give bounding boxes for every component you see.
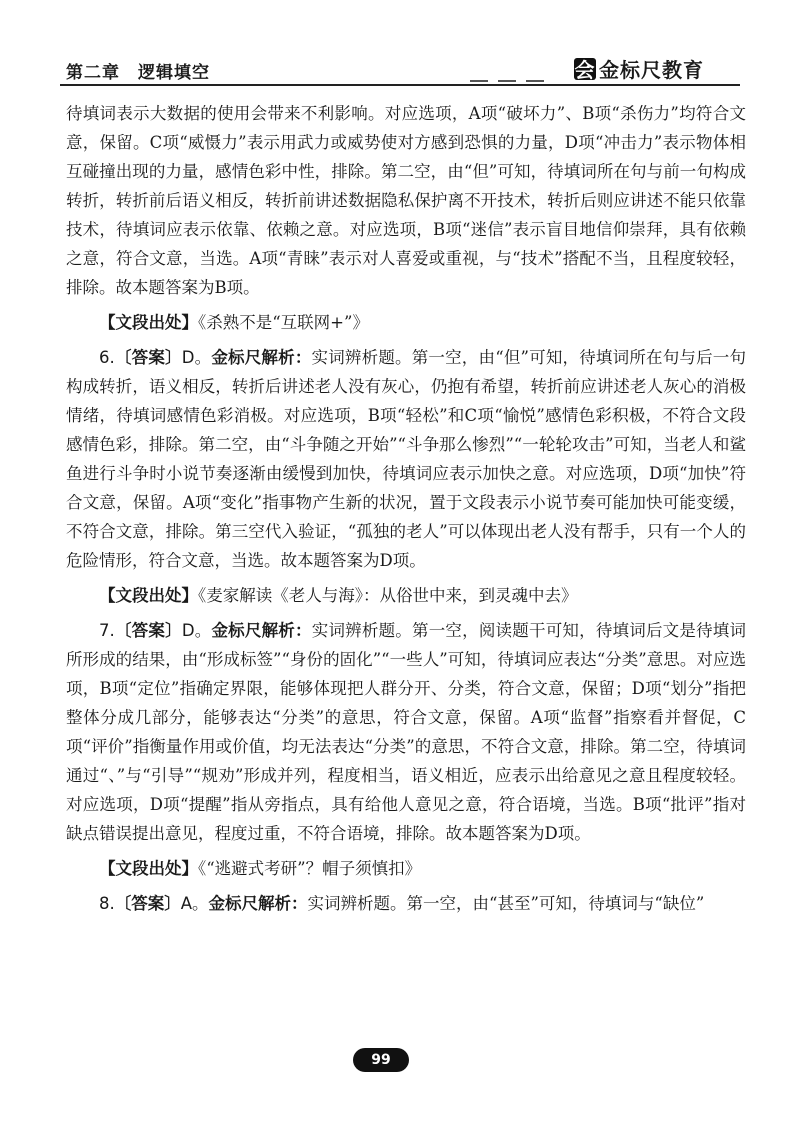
source-title: 《“逃避式考研”？帽子须慎扣》 (198, 859, 422, 878)
header-divider-ticks (470, 80, 544, 82)
analysis-label: 金标尺解析： (211, 621, 312, 640)
page-content (66, 99, 746, 924)
source-line-1 (66, 308, 746, 337)
answer-label: 〔答案〕 (114, 621, 182, 640)
source-label: 【文段出处】 (99, 313, 198, 332)
brand-logo (574, 54, 704, 83)
question-number: 6. (99, 348, 115, 367)
answer-value: D。 (181, 621, 212, 640)
analysis-text: 实词辨析题。第一空，阅读题干可知，待填词后文是待填词所形成的结果，由“形成标签”“身份的固化”“一些人”可知，待填词应表达“分类”意思。对应选项，B项“定位”指确定界限，能够体现把人群分开、分类，符合文意，保留；D项“划分”指把整体分成几部分，能够表达“分类”的意思，符合文意，保留。A项“监督”指察看并督促，C项“评价”指衡量作用或价值，均无法表达“分类”的意思，不符合文意，排除。第二空，待填词通过“、”与“引导”“规劝”形成并列，程度相当，语义相近，应表示出给意见之意且程度较轻。对应选项，D项“提醒”指从旁指点，具有给他人意见之意，符合语境，当选。B项“批评”指对缺点错误提出意见，程度过重，不符合语境，排除。故本题答案为D项。 (66, 621, 747, 843)
answer-label: 〔答案〕 (114, 894, 181, 913)
source-line-2 (66, 581, 746, 610)
analysis-label: 金标尺解析： (208, 894, 308, 913)
answer-value: D。 (181, 348, 212, 367)
analysis-label: 金标尺解析： (211, 348, 312, 367)
header-divider (60, 84, 740, 86)
paragraph-continued: 待填词表示大数据的使用会带来不利影响。对应选项，A项“破坏力”、B项“杀伤力”均符合文意，保留。C项“威慑力”表示用武力或威势使对方感到恐惧的力量，D项“冲击力”表示物体相互碰撞出现的力量，感情色彩中性，排除。第二空，由“但”可知，待填词所在句与前一句构成转折，转折前后语义相反，转折前讲述数据隐私保护离不开技术，转折后则应讲述不能只依靠技术，待填词应表示依靠、依赖之意。对应选项，B项“迷信”表示盲目地信仰崇拜，具有依赖之意，符合文意，当选。A项“青睐”表示对人喜爱或重视，与“技术”搭配不当，且程度较轻，排除。故本题答案为B项。 (66, 104, 746, 297)
question-number: 7. (99, 621, 115, 640)
analysis-text: 实词辨析题。第一空，由“但”可知，待填词所在句与后一句构成转折，语义相反，转折后讲述老人没有灰心，仍抱有希望，转折前应讲述老人灰心的消极情绪，待填词感情色彩消极。对应选项，B项“轻松”和C项“愉悦”感情色彩积极，不符合文段感情色彩，排除。第二空，由“斗争随之开始”“斗争那么惨烈”“一轮轮攻击”可知，当老人和鲨鱼进行斗争时小说节奏逐渐由缓慢到加快，待填词应表示加快之意。对应选项，D项“加快”符合文意，保留。A项“变化”指事物产生新的状况，置于文段表示小说节奏可能加快可能变缓，不符合文意，排除。第三空代入验证，“孤独的老人”可以体现出老人没有帮手，只有一个人的危险情形，符合文意，当选。故本题答案为D项。 (66, 348, 747, 570)
page-header (0, 0, 800, 92)
answer-value: A。 (180, 894, 209, 913)
question-6 (66, 343, 746, 575)
logo-text: 金标尺教育 (599, 58, 704, 82)
chapter-title: 第二章 逻辑填空 (66, 63, 210, 83)
question-7 (66, 616, 746, 848)
question-8 (66, 889, 746, 918)
logo-icon: 会 (574, 58, 596, 82)
answer-label: 〔答案〕 (114, 348, 182, 367)
analysis-text: 实词辨析题。第一空，由“甚至”可知，待填词与“缺位” (307, 894, 705, 913)
source-title: 《麦家解读《老人与海》：从俗世中来，到灵魂中去》 (198, 586, 578, 605)
source-line-3 (66, 854, 746, 883)
question-number: 8. (99, 894, 115, 913)
page-number: 99 (353, 1048, 409, 1072)
source-label: 【文段出处】 (99, 859, 198, 878)
source-title: 《杀熟不是“互联网+”》 (198, 313, 369, 332)
source-label: 【文段出处】 (99, 586, 198, 605)
